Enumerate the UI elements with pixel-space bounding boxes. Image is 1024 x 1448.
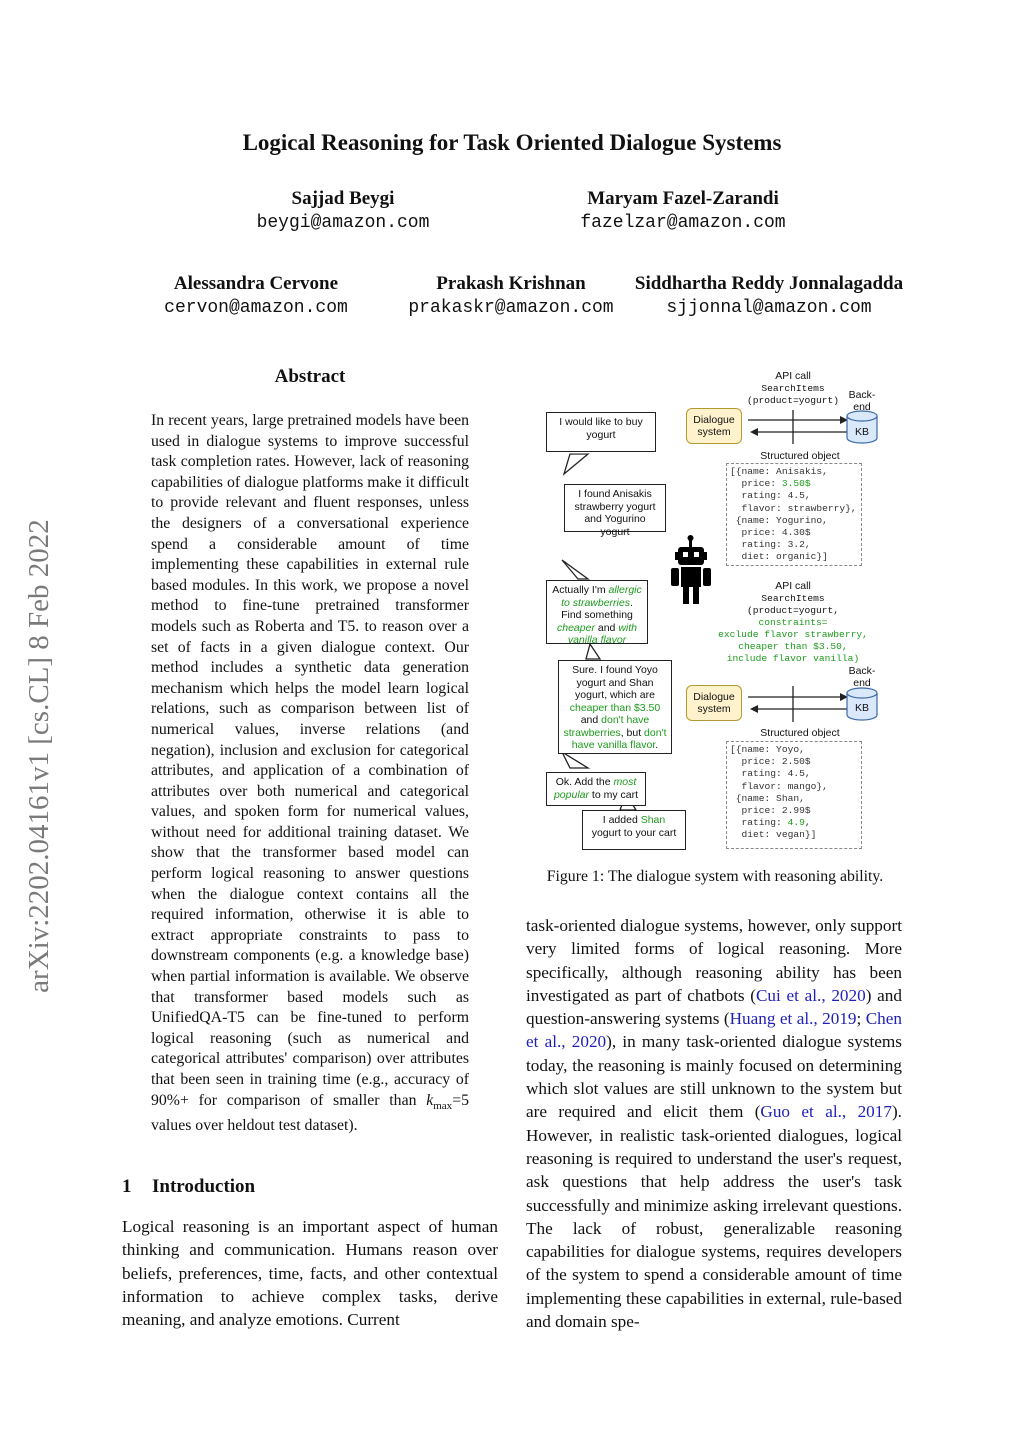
bubble-text: I added (602, 814, 641, 826)
structured-object-label: Structured object (760, 450, 840, 462)
structured-object-json (726, 463, 862, 566)
json-line: , (804, 817, 811, 829)
bubble-text: yogurt to your cart (591, 826, 677, 839)
bubble-text: Ok. Add the (555, 776, 614, 788)
bubble-text: Actually I'm (552, 584, 609, 596)
node-label: system (697, 703, 731, 715)
kmax-subscript: max (433, 1099, 453, 1112)
api-call-label: API call (775, 370, 811, 382)
bubble-tail (562, 752, 588, 768)
json-line: rating: 4.5, (730, 490, 811, 502)
citation-link[interactable]: Cui et al., 2020 (755, 985, 866, 1005)
json-line: {name: Yogurino, (730, 514, 828, 526)
bubble-highlight: most popular (553, 776, 637, 801)
json-line: {name: Shan, (730, 792, 805, 804)
author-block (621, 272, 917, 320)
author-block (391, 272, 631, 320)
bubble-highlight: don't have strawberries (563, 714, 650, 739)
json-line: [{name: Yoyo, (730, 744, 805, 755)
api-constraint: include flavor vanilla) (726, 653, 860, 664)
author-name: Alessandra Cervone (173, 273, 339, 294)
json-highlight: 3.50$ (781, 478, 811, 490)
bubble-highlight: don't have vanilla flavor (571, 726, 667, 751)
citation-link[interactable]: Huang et al., 2019 (729, 1009, 857, 1029)
json-line: price: 2.99$ (730, 805, 811, 817)
author-block (552, 187, 814, 235)
column2-paragraph (526, 914, 902, 1333)
author-email: fazelzar@amazon.com (580, 213, 786, 233)
bubble-text: to my cart (589, 788, 639, 801)
abstract-body (151, 411, 469, 1137)
api-call-function: SearchItems (761, 383, 825, 394)
paper-title: Logical Reasoning for Task Oriented Dialogue Systems (242, 130, 782, 155)
backend-label-line: Back- (848, 389, 876, 401)
backend-label-line: end (853, 401, 871, 413)
api-constraint: exclude flavor strawberry, (718, 629, 868, 640)
citation-link[interactable]: Guo et al., 2017 (760, 1102, 892, 1122)
json-highlight: 4.9 (787, 817, 805, 829)
section-number: 1 (122, 1176, 132, 1197)
dialogue-system-node (686, 408, 742, 444)
author-name: Sajjad Beygi (291, 188, 395, 209)
node-label: Dialogue (693, 691, 735, 703)
node-label: system (697, 426, 731, 438)
bubble-text: , but (620, 726, 645, 739)
author-block (146, 272, 366, 320)
json-line: rating: 3.2, (730, 539, 811, 551)
bubble-text: . (655, 739, 659, 751)
json-line: flavor: mango}, (730, 780, 828, 792)
kmax-symbol: k (426, 1091, 434, 1109)
bubble-highlight: allergic to strawberries (561, 584, 642, 609)
author-name: Maryam Fazel-Zarandi (587, 188, 779, 209)
json-line: diet: organic}] (730, 551, 828, 563)
author-email: beygi@amazon.com (256, 213, 430, 233)
api-constraint: constraints= (758, 617, 828, 628)
bubble-text: and (594, 621, 619, 634)
body-text: ) and question-answering systems ( (526, 985, 902, 1029)
json-line: [{name: Anisakis, (730, 466, 828, 477)
api-call-args: (product=yogurt) (746, 395, 840, 406)
bubble-highlight: with vanilla flavor (567, 621, 637, 646)
abstract-heading: Abstract (274, 366, 346, 387)
author-email: sjjonnal@amazon.com (666, 298, 872, 318)
body-text: ). However, in realistic task-oriented dialogues, logical reasoning is required to understand the user's request, ask questions that help address the user's task successfully and minimize asking irrelevant questions. The lack of robust, generalizable reasoning capabilities for dialogue systems, requires developers of the system to spend a considerable amount of time implementing these capabilities in external, rule-based and domain spe- (526, 1102, 902, 1332)
user-bubble (546, 580, 648, 644)
api-call-label: API call (775, 580, 811, 592)
json-line: diet: vegan}] (730, 829, 817, 841)
body-text: ; (856, 1009, 866, 1029)
citation-link[interactable]: Chen et al., 2020 (526, 1009, 902, 1052)
bubble-highlight: Shan (640, 814, 666, 826)
bubble-highlight: cheaper than $3.50 (569, 701, 661, 714)
json-line: price: (730, 478, 782, 490)
json-line: price: 2.50$ (730, 756, 811, 768)
bubble-highlight: cheaper (557, 621, 595, 634)
bubble-text: and (580, 714, 602, 726)
bubble-text: . Find something (561, 596, 633, 621)
body-text: task-oriented dialogue systems, however, only support very limited forms of logical reasoning. More specifically, although reasoning ability has been investigated as part of chatbots ( (526, 916, 902, 1005)
json-line: rating: 4.5, (730, 768, 811, 780)
intro-paragraph: Logical reasoning is an important aspect of human thinking and communication. Humans reason over beliefs, preferences, time, facts, and other contextual information to achieve complex tasks, derive meaning, and analyze emotions. Current (122, 1217, 498, 1330)
author-email: prakaskr@amazon.com (408, 298, 614, 318)
robot-eye (694, 552, 699, 557)
json-line: price: 4.30$ (730, 527, 811, 539)
bubble-tail (562, 560, 588, 579)
dialogue-system-node (686, 685, 742, 721)
system-bubble (582, 810, 686, 850)
abstract-text: =5 values over heldout test dataset). (151, 1091, 469, 1135)
bubble-tail (564, 454, 588, 474)
kb-label: KB (854, 702, 869, 714)
user-bubble (546, 772, 646, 806)
bubble-text: Sure. I found Yoyo yogurt and Shan yogurt, which are (572, 664, 658, 701)
section-title: Introduction (152, 1176, 256, 1197)
system-bubble (558, 660, 672, 754)
api-call-args: (product=yogurt, (746, 605, 840, 616)
backend-label-line: Back- (848, 665, 876, 677)
backend-label (845, 389, 879, 413)
structured-object-json (726, 741, 862, 849)
backend-label-line: end (853, 677, 871, 689)
arrow-head (750, 705, 758, 713)
figure-caption: Figure 1: The dialogue system with reasoning ability. (546, 868, 884, 885)
robot-icon (671, 535, 711, 604)
json-line: rating: (730, 817, 788, 829)
body-text: ), in many task-oriented dialogue systems today, the reasoning is mainly focused on determining which slot values are still unknown to the system but are required and elicit them ( (526, 1032, 902, 1122)
arxiv-identifier: arXiv:2202.04161v1 [cs.CL] 8 Feb 2022 (23, 519, 55, 993)
backend-label (845, 665, 879, 689)
section-heading (122, 1176, 255, 1198)
user-bubble: I would like to buy yogurt (546, 412, 656, 452)
arrow-head (750, 428, 758, 436)
robot-eye (683, 552, 688, 557)
structured-object-label: Structured object (760, 727, 840, 739)
kb-label: KB (854, 426, 869, 438)
figure-dialogue-system (540, 366, 920, 861)
abstract-text: In recent years, large pretrained models have been used in dialogue systems to improve successful task completion rates. However, lack of reasoning capabilities of dialogue platforms make it difficult to provide relevant and fluent responses, unless the designers of a conversational experience spend a considerable amount of time implementing these capabilities in external rule based modules. In this work, we propose a novel method to fine-tune pretrained transformer models such as Roberta and T5. to reason over a set of facts in a given dialogue context. Our method includes a synthetic data generation mechanism which helps the model learn logical relations, such as comparison between list of numerical values, inverse relations (and negation), inclusion and exclusion for categorical attributes, and application of a combination of attributes over both numerical and categorical values, and spoken form for numerical values, without need for additional training dataset. We show that the transformer based model can perform logical reasoning to answer questions when the dialogue context contains all the required information, otherwise it is able to extract appropriate constraints to pass to downstream components (e.g. a knowledge base) when partial information is available. We observe that transformer based models such as UnifiedQA-T5 can be fine-tuned to perform logical reasoning (such as numerical and categorical attributes' comparison) over attributes that been seen in training time (e.g., accuracy of 90%+ for comparison of smaller than (151, 412, 469, 1109)
author-block (243, 187, 443, 235)
api-call-function: SearchItems (761, 593, 825, 604)
author-name: Siddhartha Reddy Jonnalagadda (634, 273, 904, 294)
system-bubble: I found Anisakis strawberry yogurt and Yogurino yogurt (564, 484, 666, 532)
author-email: cervon@amazon.com (164, 298, 348, 318)
author-name: Prakash Krishnan (436, 273, 586, 294)
api-constraint: cheaper than $3.50, (738, 641, 848, 652)
node-label: Dialogue (693, 414, 735, 426)
json-line: flavor: strawberry}, (730, 502, 857, 514)
